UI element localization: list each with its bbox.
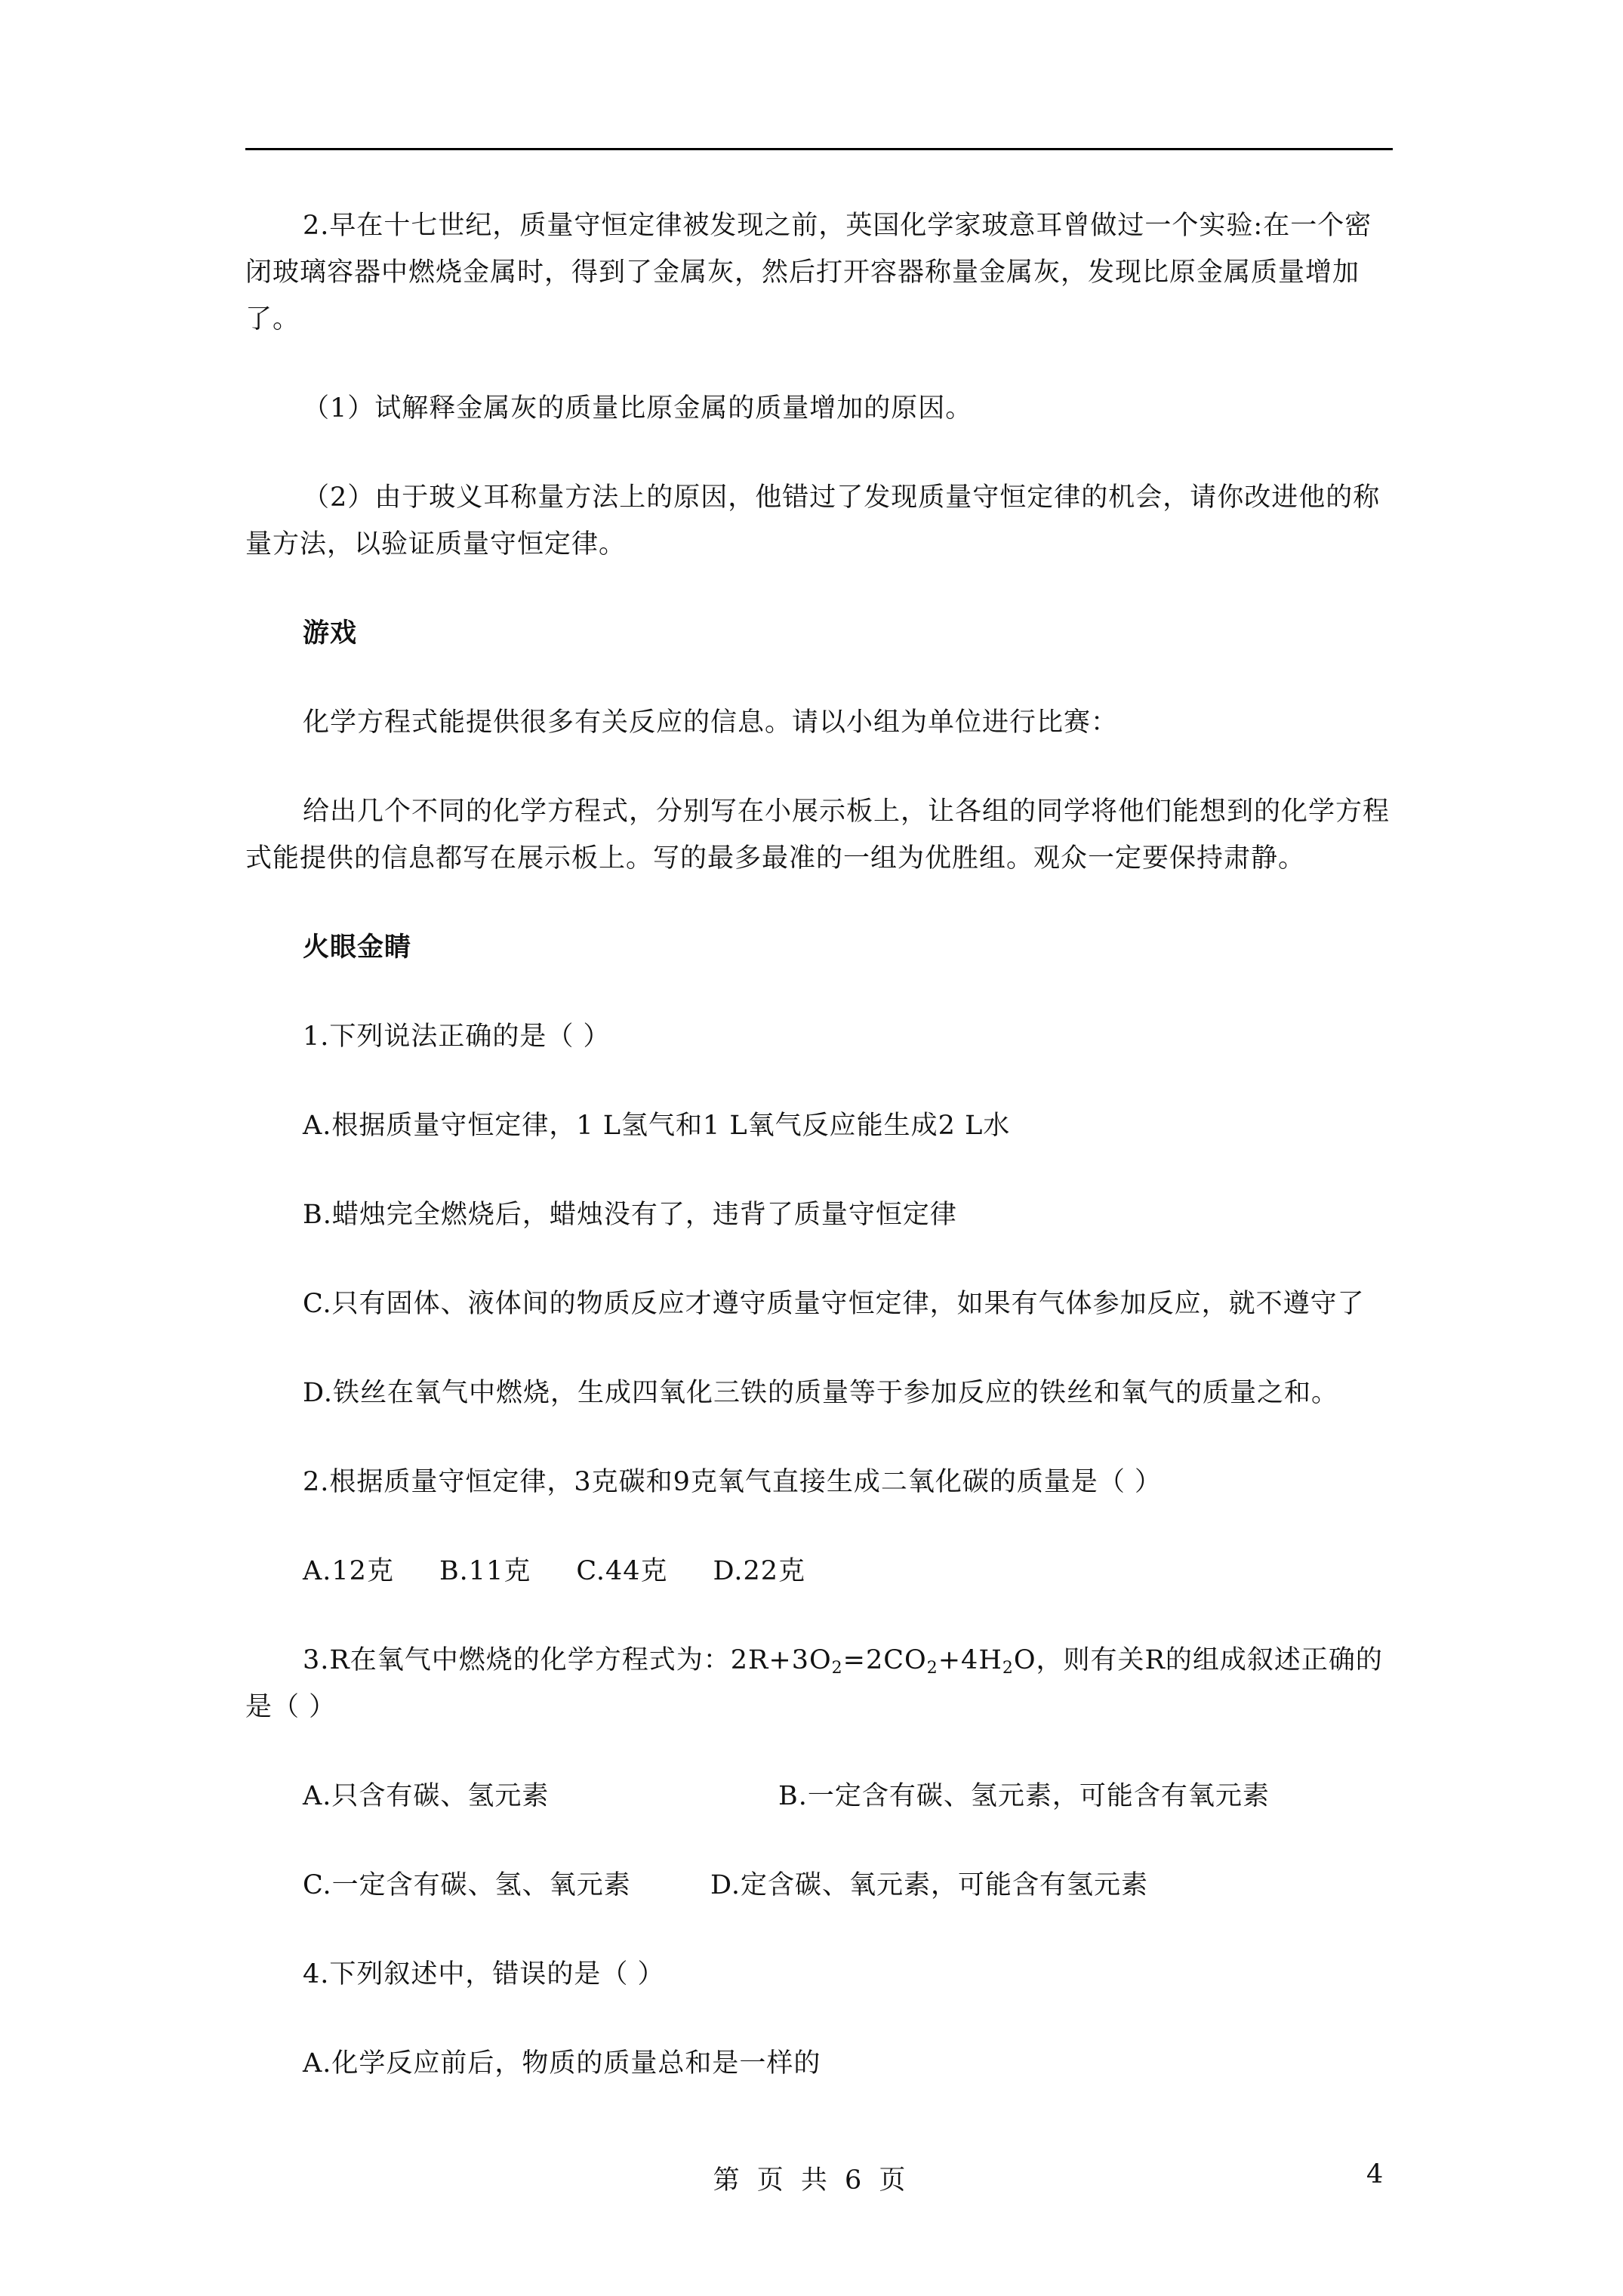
quiz-q1-option-d: D.铁丝在氧气中燃烧，生成四氧化三铁的质量等于参加反应的铁丝和氧气的质量之和。	[303, 1378, 1338, 1408]
quiz-q2-option-a: A.12克	[303, 1556, 394, 1586]
quiz-q2-options	[245, 1548, 1393, 1595]
quiz-q3-stem	[245, 1637, 1393, 1730]
q3-stem-part: 3.R在氧气中燃烧的化学方程式为：2R+3O	[303, 1645, 832, 1675]
quiz-q4-stem: 4.下列叙述中，错误的是（ ）	[303, 1959, 665, 1989]
game-paragraph-1: 化学方程式能提供很多有关反应的信息。请以小组为单位进行比赛：	[303, 707, 1119, 738]
quiz-q4-option-a: A.化学反应前后，物质的质量总和是一样的	[303, 2048, 821, 2079]
q3-stem-part: =2CO	[842, 1645, 927, 1675]
q3-subscript: 2	[831, 1659, 843, 1678]
quiz-q1-option-b: B.蜡烛完全燃烧后，蜡烛没有了，违背了质量守恒定律	[303, 1200, 957, 1230]
quiz-q2-option-d: D.22克	[713, 1556, 806, 1586]
q2-subquestion-2: （2）由于玻义耳称量方法上的原因，他错过了发现质量守恒定律的机会，请你改进他的称量方法，以验证质量守恒定律。	[245, 482, 1381, 559]
quiz-q3-option-d: D.定含碳、氧元素，可能含有氢元素	[710, 1870, 1148, 1900]
quiz-q3-options-cd	[245, 1862, 1393, 1909]
q3-stem-part: O，则有关R的组成叙述正确的是（ ）	[245, 1645, 1383, 1722]
game-heading: 游戏	[303, 618, 358, 649]
document-body	[245, 202, 1393, 2129]
footer-page-label: 第 页 共 6 页	[713, 2165, 910, 2196]
q3-subscript: 2	[926, 1659, 938, 1678]
q3-stem-part: +4H	[938, 1645, 1002, 1675]
q2-subquestion-1: （1）试解释金属灰的质量比原金属的质量增加的原因。	[303, 393, 973, 424]
quiz-q2-option-b: B.11克	[439, 1556, 531, 1586]
footer-page-number: 4	[1366, 2159, 1384, 2190]
quiz-q1-option-c: C.只有固体、液体间的物质反应才遵守质量守恒定律，如果有气体参加反应，就不遵守了	[303, 1289, 1365, 1319]
quiz-q1-option-a: A.根据质量守恒定律，1 L氢气和1 L氧气反应能生成2 L水	[303, 1111, 1011, 1141]
quiz-q3-option-c: C.一定含有碳、氢、氧元素	[303, 1870, 631, 1900]
quiz-q3-option-b: B.一定含有碳、氢元素，可能含有氧元素	[778, 1781, 1270, 1811]
quiz-q3-options-ab	[245, 1773, 1393, 1820]
q2-intro-paragraph: 2.早在十七世纪，质量守恒定律被发现之前，英国化学家玻意耳曾做过一个实验:在一个密闭玻璃容器中燃烧金属时，得到了金属灰，然后打开容器称量金属灰，发现比原金属质量增加了。	[245, 211, 1372, 334]
header-rule	[245, 148, 1393, 150]
quiz-q1-stem: 1.下列说法正确的是（ ）	[303, 1022, 611, 1052]
quiz-q3-option-a: A.只含有碳、氢元素	[303, 1781, 550, 1811]
quiz-q2-stem: 2.根据质量守恒定律，3克碳和9克氧气直接生成二氧化碳的质量是（ ）	[303, 1467, 1163, 1497]
quiz-q2-option-c: C.44克	[576, 1556, 668, 1586]
game-paragraph-2: 给出几个不同的化学方程式，分别写在小展示板上，让各组的同学将他们能想到的化学方程式能提供的信息都写在展示板上。写的最多最准的一组为优胜组。观众一定要保持肃静。	[245, 797, 1390, 874]
quiz-heading: 火眼金睛	[303, 932, 412, 963]
q3-subscript: 2	[1002, 1659, 1014, 1678]
